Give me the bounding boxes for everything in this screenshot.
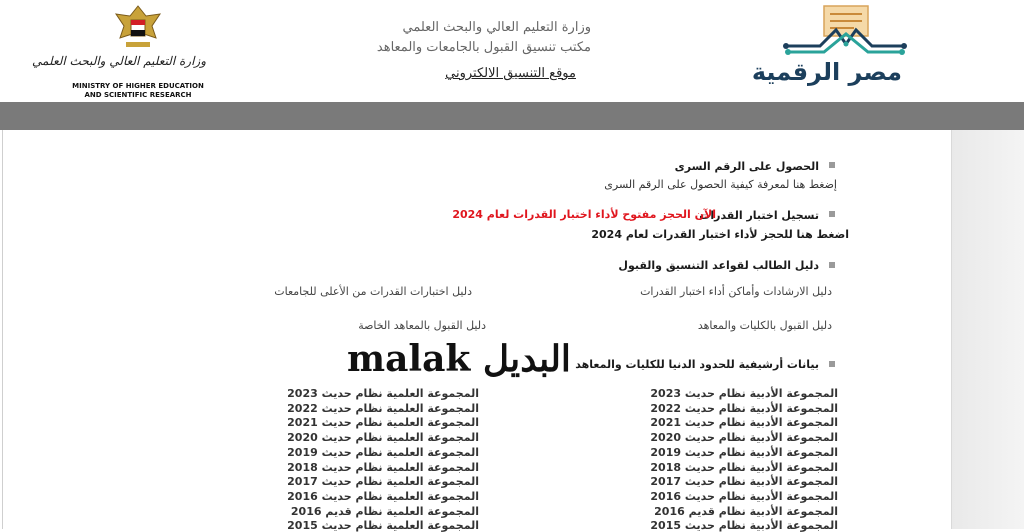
e-coordination-site-link[interactable]: موقع التنسيق الالكتروني	[445, 66, 576, 81]
literary-archive-link[interactable]: المجموعة الأدبية نظام حديث 2017	[650, 475, 838, 489]
ministry-emblem[interactable]	[32, 2, 208, 99]
guide-link-instructions[interactable]: دليل الارشادات وأماكن أداء اختبار القدرات	[640, 285, 832, 298]
scientific-archive-link[interactable]: المجموعة العلمية نظام حديث 2023	[287, 387, 479, 400]
aptitude-registration-title: تسجيل اختبار القدرات	[699, 209, 819, 222]
scientific-archive-link[interactable]: المجموعة العلمية نظام حديث 2015	[287, 519, 479, 532]
scientific-archive-link[interactable]: المجموعة العلمية نظام حديث 2021	[287, 416, 479, 430]
ministry-english-name-line2: AND SCIENTIFIC RESEARCH	[84, 91, 192, 99]
literary-archive-link[interactable]: المجموعة الأدبية نظام حديث 2020	[650, 431, 838, 445]
literary-archive-link[interactable]: المجموعة الأدبية نظام حديث 2018	[650, 460, 838, 474]
right-decoration	[952, 130, 1024, 529]
bullet-icon	[829, 262, 835, 268]
scientific-archive-link[interactable]: المجموعة العلمية نظام قديم 2016	[290, 504, 479, 518]
literary-archive-link[interactable]: المجموعة الأدبية نظام حديث 2015	[650, 519, 838, 532]
scientific-archive-link[interactable]: المجموعة العلمية نظام حديث 2019	[287, 445, 479, 459]
aptitude-open-announcement[interactable]: الآن الحجز مفتوح لأداء اختبار القدرات لعام 2024	[452, 208, 716, 221]
coordination-office: مكتب تنسيق القبول بالجامعات والمعاهد	[376, 40, 591, 55]
bullet-icon	[829, 162, 835, 168]
archive-title: بيانات أرشيفية للحدود الدنيا للكليات والمعاهد	[575, 358, 819, 371]
bullet-icon	[829, 361, 835, 367]
scientific-archive-link[interactable]: المجموعة العلمية نظام حديث 2018	[287, 460, 479, 474]
ministry-arabic-name: وزارة التعليم العالي والبحث العلمي	[32, 54, 206, 68]
digital-egypt-logo[interactable]	[751, 4, 910, 92]
site-header	[0, 0, 1024, 102]
scientific-archive-link[interactable]: المجموعة العلمية نظام حديث 2022	[287, 401, 479, 415]
secret-number-link[interactable]: إضغط هنا لمعرفة كيفية الحصول على الرقم السرى	[604, 178, 837, 191]
scientific-archive-link[interactable]: المجموعة العلمية نظام حديث 2020	[287, 431, 479, 445]
literary-archive-link[interactable]: المجموعة الأدبية نظام حديث 2016	[650, 489, 838, 503]
logo-text: مصر الرقمية	[751, 58, 902, 86]
circuit-logo-icon	[780, 4, 910, 62]
literary-archive-link[interactable]: المجموعة الأدبية نظام قديم 2016	[654, 504, 838, 518]
literary-archive-link[interactable]: المجموعة الأدبية نظام حديث 2021	[650, 416, 838, 430]
literary-archive-link[interactable]: المجموعة الأدبية نظام حديث 2022	[650, 401, 838, 415]
literary-archive-link[interactable]: المجموعة الأدبية نظام حديث 2019	[650, 445, 838, 459]
scientific-archive-link[interactable]: المجموعة العلمية نظام حديث 2016	[287, 489, 479, 503]
ministry-name: وزارة التعليم العالي والبحث العلمي	[402, 20, 591, 35]
scientific-archive-link[interactable]: المجموعة العلمية نظام حديث 2017	[287, 475, 479, 489]
eagle-emblem-icon	[68, 2, 208, 52]
guide-link-private-institutes[interactable]: دليل القبول بالمعاهد الخاصة	[358, 319, 486, 332]
student-guide-title: دليل الطالب لقواعد التنسيق والقبول	[618, 259, 819, 272]
watermark-text: malak البديل	[347, 338, 571, 380]
ministry-english-name-line1: MINISTRY OF HIGHER EDUCATION	[72, 82, 204, 90]
guide-link-colleges[interactable]: دليل القبول بالكليات والمعاهد	[697, 319, 832, 332]
literary-archive-link[interactable]: المجموعة الأدبية نظام حديث 2023	[650, 387, 838, 400]
aptitude-booking-link[interactable]: اضغط هنا للحجز لأداء اختبار القدرات لعام 2024	[591, 228, 849, 241]
guide-link-aptitude-council[interactable]: دليل اختبارات القدرات من الأعلى للجامعات	[274, 285, 472, 298]
nav-bar	[0, 102, 1024, 130]
bullet-icon	[829, 211, 835, 217]
secret-number-title: الحصول على الرقم السرى	[674, 160, 819, 173]
